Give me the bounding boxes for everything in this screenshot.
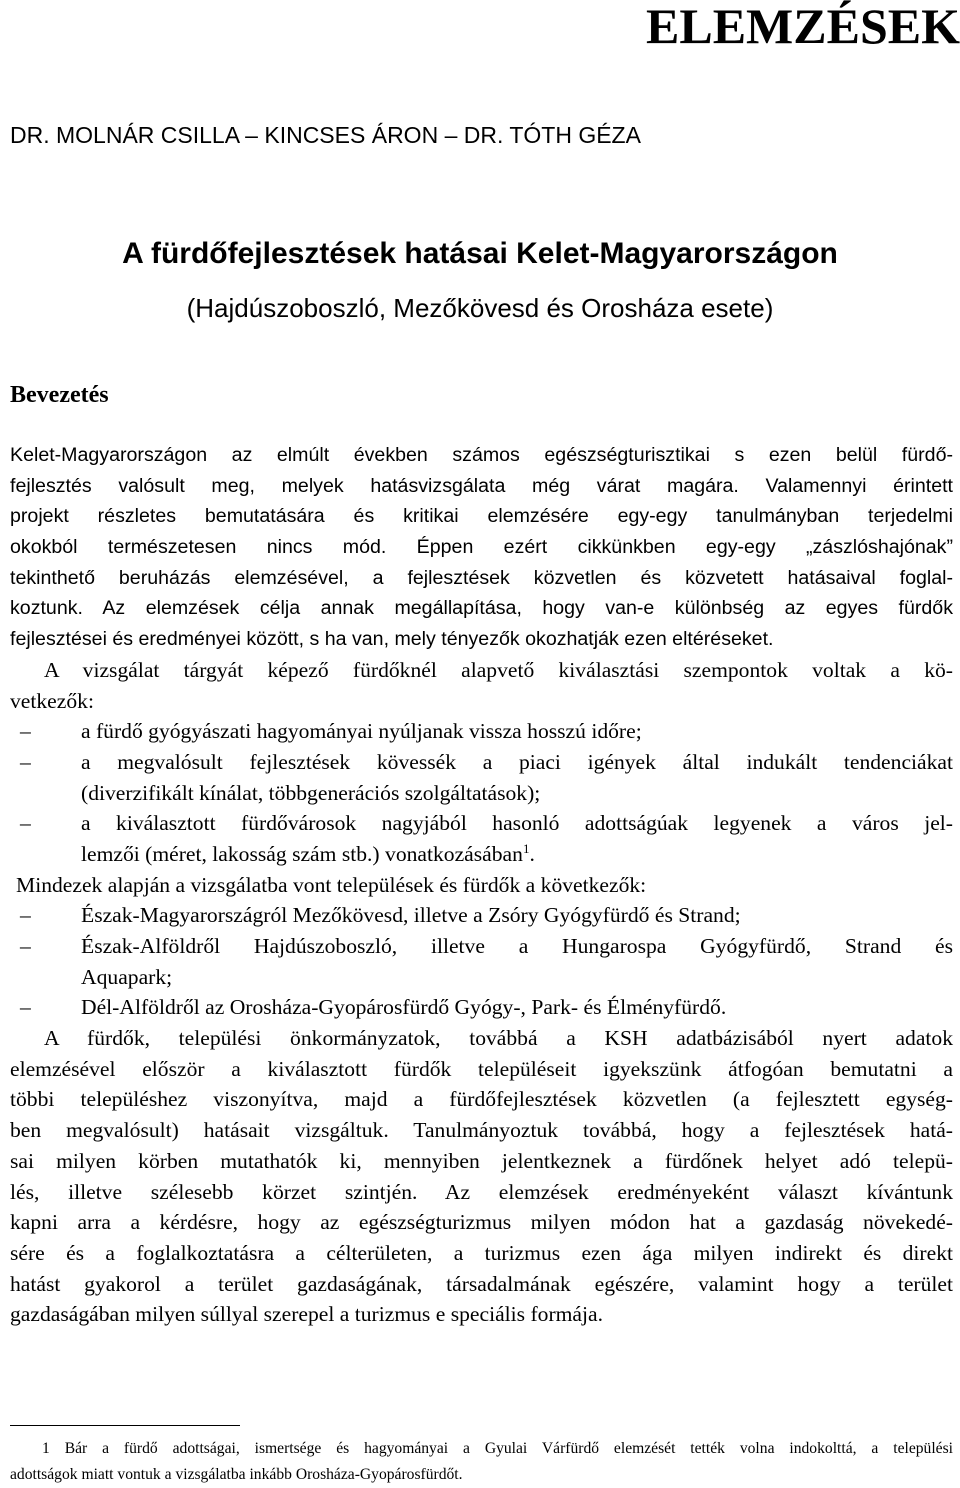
text-line: hatást gyakorol a terület gazdaságának, társadalmának egészére, valamint hogy a terület (10, 1271, 953, 1296)
text-line: elemzésével először a kiválasztott fürdők településeit igyekszünk átfogóan bemutatni a (10, 1056, 953, 1081)
list-item-text: Észak-Alföldről Hajdúszoboszló, illetve a Hungarospa Gyógyfürdő, Strand és (81, 934, 953, 958)
paragraph-intro (10, 440, 953, 655)
list-item (10, 747, 953, 778)
footnote-reference[interactable]: 1 (522, 840, 530, 856)
list-item-text: Észak-Magyarországról Mezőkövesd, illetve a Zsóry Gyógyfürdő és Strand; (81, 903, 741, 928)
list-item (10, 716, 953, 747)
text-line: A vizsgálat tárgyát képező fürdőknél alapvető kiválasztási szempontok voltak a kö- (44, 657, 953, 682)
footnote-line: 1 Bár a fürdő adottságai, ismertsége és hagyományai a Gyulai Várfürdő elemzését tették volna indokolttá, a települési (42, 1440, 953, 1457)
list-item-text: lemzői (méret, lakosság szám stb.) vonatkozásában (81, 841, 523, 866)
list-item-text: a fürdő gyógyászati hagyományai nyúljanak vissza hosszú időre; (81, 719, 642, 744)
section-title: ELEMZÉSEK (646, 0, 960, 54)
authors: DR. MOLNÁR CSILLA – KINCSES ÁRON – DR. TÓTH GÉZA (10, 122, 641, 148)
text-line: sére és a foglalkoztatásra a célterületen, a turizmus ezen ága milyen indirekt és direkt (10, 1240, 953, 1265)
text-line: A fürdők, települési önkormányzatok, továbbá a KSH adatbázisából nyert adatok (44, 1026, 953, 1051)
text-line: projekt részletes bemutatására és kritikai elemzésére egy-egy tanulmányban terjedelmi (10, 505, 953, 528)
list-item (10, 931, 953, 962)
text-line: többi településhez viszonyítva, majd a fürdőfejlesztések közvetlen (a fejlesztett egység- (10, 1087, 953, 1112)
list-item-text: a kiválasztott fürdővárosok nagyjából hasonló adottságúak legyenek a város jel- (81, 811, 953, 836)
text-line: kapni arra a kérdésre, hogy az egészségturizmus milyen módon hat a gazdaság növekedé- (10, 1210, 953, 1235)
list-item-continuation (10, 839, 953, 870)
text-line: fejlesztései és eredményei között, s ha van, mely tényezők okozhatják ezen eltéréseket. (10, 628, 774, 651)
text-line: vetkezők: (10, 688, 94, 713)
list-item (10, 992, 953, 1023)
paragraph-method (10, 1023, 953, 1330)
dash-bullet: – (20, 811, 31, 836)
dash-bullet: – (20, 903, 31, 928)
list-item-continuation: (diverzifikált kínálat, többgenerációs szolgáltatások); (81, 780, 541, 805)
dash-bullet: – (20, 719, 31, 744)
footnote-separator (10, 1425, 240, 1426)
text-line: tekinthető beruházás elemzésével, a fejlesztések közvetlen és közvetett hatásaival foglal- (10, 566, 953, 589)
text-line: sai milyen körben mutathatók ki, mennyiben jelentkeznek a fürdőnek helyet adó telepü- (10, 1148, 953, 1173)
dash-bullet: – (20, 749, 31, 774)
list-item-continuation: Aquapark; (81, 964, 173, 989)
list-item (10, 808, 953, 839)
article-body (10, 440, 953, 1330)
criteria-list (10, 716, 953, 869)
article-subtitle: (Hajdúszoboszló, Mezőkövesd és Orosháza esete) (186, 293, 774, 323)
list-item-text: Dél-Alföldről az Orosháza-Gyopárosfürdő Gyógy-, Park- és Élményfürdő. (81, 995, 727, 1020)
text-line: fejlesztés valósult meg, melyek hatásvizsgálata még várat magára. Valamennyi érintett (10, 474, 953, 497)
article-title: A fürdőfejlesztések hatásai Kelet-Magyarországon (122, 237, 838, 270)
text-line: Kelet-Magyarországon az elmúlt években számos egészségturisztikai s ezen belül fürdő- (10, 444, 953, 466)
list-item (10, 900, 953, 931)
text-line: okokból természetesen nincs mód. Éppen ezért cikkünkben egy-egy „zászlóshajónak” (10, 536, 953, 559)
text-line: gazdaságában milyen súllyal szerepel a turizmus e speciális formája. (10, 1302, 603, 1327)
text-line: lés, illetve szélesebb körzet szintjén. Az elemzések eredményeként választ kívántunk (10, 1179, 953, 1204)
dash-bullet: – (20, 995, 31, 1020)
section-heading-bevezetes: Bevezetés (10, 382, 109, 408)
footnote (10, 1436, 953, 1488)
list-item-text: a megvalósult fejlesztések kövessék a piaci igények által indukált tendenciákat (81, 749, 953, 774)
punctuation: . (529, 841, 535, 866)
text-line: Mindezek alapján a vizsgálatba vont települések és fürdők a következők: (16, 872, 647, 897)
dash-bullet: – (20, 934, 31, 958)
settlements-list (10, 900, 953, 1023)
footnote-line: adottságok miatt vontuk a vizsgálatba inkább Orosháza-Gyopárosfürdőt. (10, 1466, 463, 1483)
text-line: ben megvalósult) hatásait vizsgáltuk. Tanulmányoztuk továbbá, hogy a fejlesztések hatá- (10, 1118, 953, 1143)
text-line: koztunk. Az elemzések célja annak megállapítása, hogy van-e különbség az egyes fürdők (10, 597, 953, 620)
